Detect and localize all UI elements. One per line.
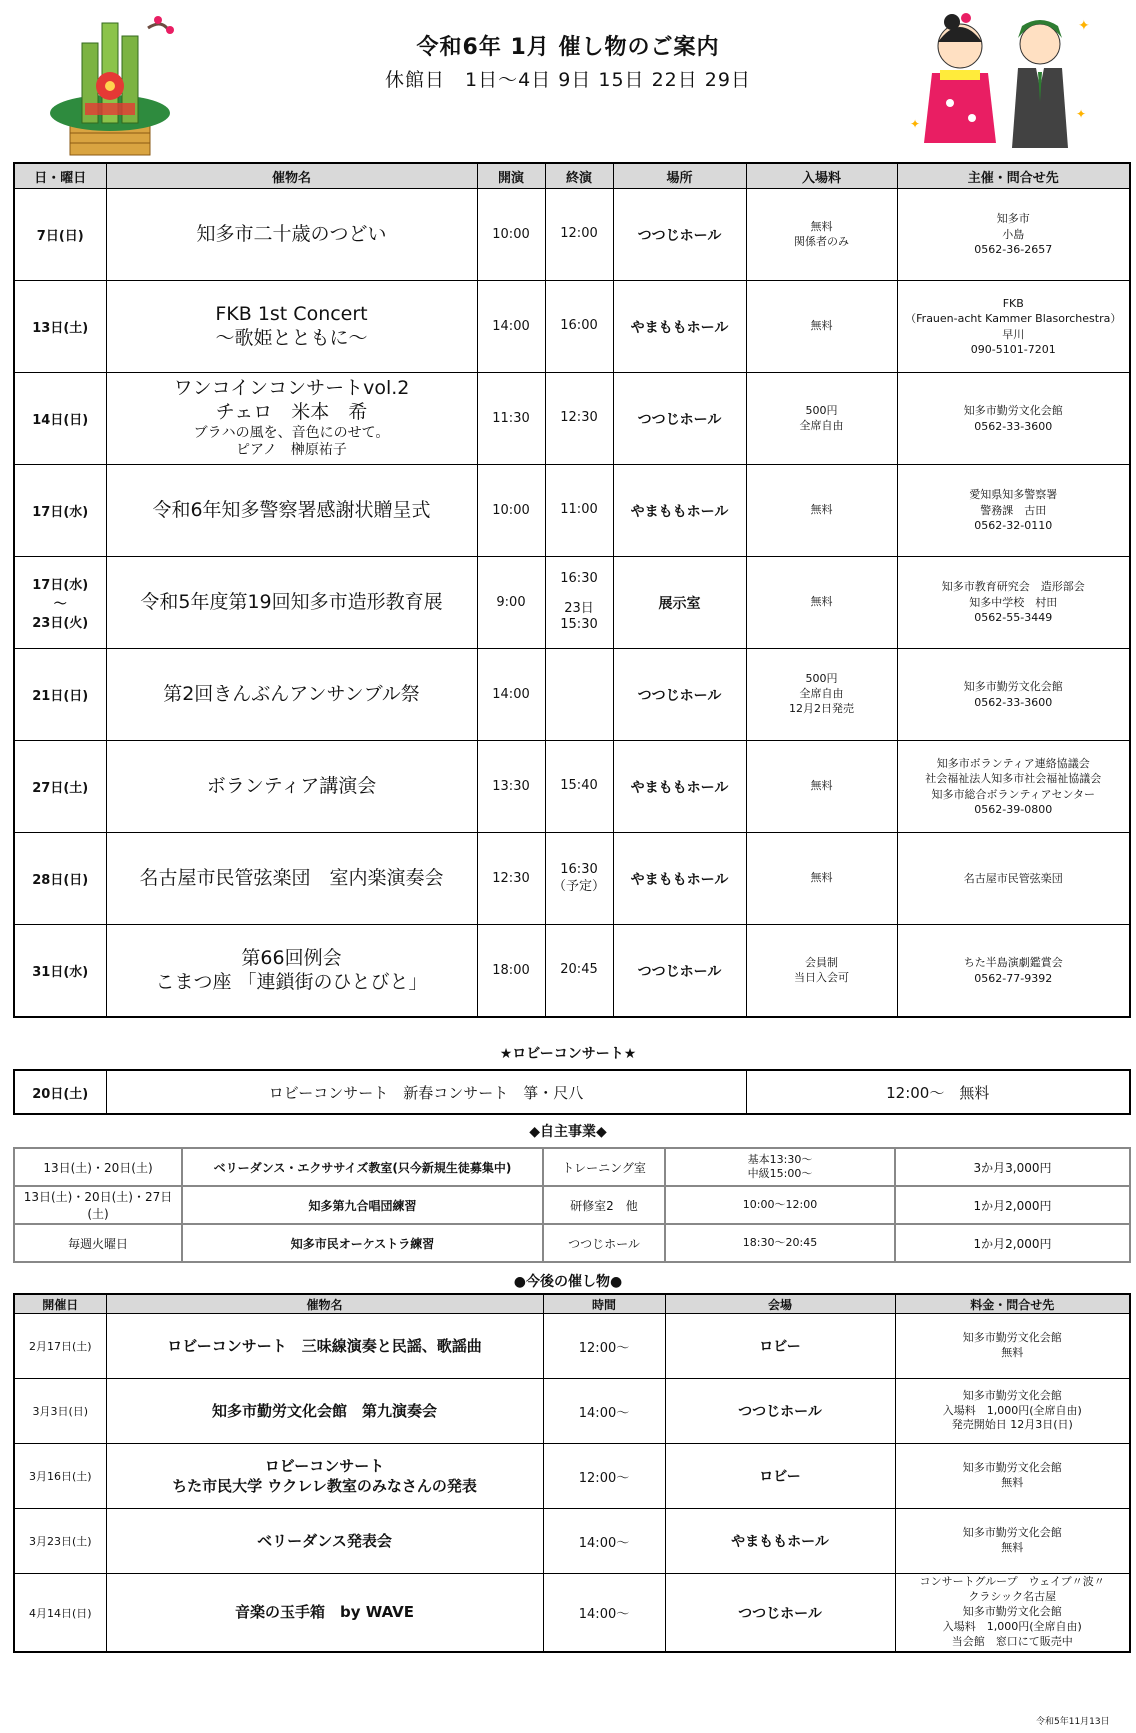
event-organizer-line: 知多市ボランティア連絡協議会 — [936, 756, 1090, 770]
event-organizer-line: 早川 — [1002, 327, 1025, 341]
upcoming-venue: やまももホール — [665, 1509, 895, 1574]
january-events-table — [13, 162, 1131, 1018]
event-start-time: 9:00 — [477, 557, 545, 649]
program-time — [665, 1186, 895, 1224]
event-end-time — [545, 833, 613, 925]
event-venue: つつじホール — [613, 925, 746, 1018]
event-title — [106, 833, 477, 925]
event-fee-line: 全席自由 — [799, 418, 844, 432]
upcoming-fee-contact-line: 当会館 窓口にて販売中 — [951, 1634, 1073, 1648]
event-fee — [746, 465, 897, 557]
program-fee: 3か月3,000円 — [895, 1148, 1130, 1186]
issue-date: 令和5年11月13日 — [1036, 1717, 1110, 1727]
table-row — [14, 925, 1130, 1018]
program-time-line: 18:30〜20:45 — [742, 1236, 818, 1250]
table-row — [14, 833, 1130, 925]
event-end-time — [545, 925, 613, 1018]
upcoming-title — [106, 1574, 543, 1653]
event-fee-line: 無料 — [810, 319, 833, 333]
event-date-line: 13日(土) — [32, 321, 89, 336]
upcoming-fee-contact — [895, 1444, 1130, 1509]
event-end-time — [545, 557, 613, 649]
event-organizer-line: 0562-55-3449 — [974, 611, 1053, 625]
event-fee-line: 当日入会可 — [794, 970, 849, 984]
event-title-line: 第66回例会 — [241, 946, 342, 969]
event-fee-line: 12月2日発売 — [789, 701, 854, 715]
table-row — [14, 1070, 1130, 1114]
event-title — [106, 557, 477, 649]
upcoming-title-line: ちた市民大学 ウクレレ教室のみなさんの発表 — [172, 1477, 477, 1495]
upcoming-fee-contact-line: 知多市勤労文化会館 — [962, 1526, 1062, 1540]
event-organizer-line: 0562-77-9392 — [974, 971, 1053, 985]
upcoming-fee-contact-line: コンサートグループ ウェイブ〃波〃 — [919, 1575, 1105, 1589]
program-title: 知多市民オーケストラ練習 — [182, 1224, 543, 1262]
event-date-line: 17日(水) — [32, 578, 89, 593]
event-fee-line: 無料 — [810, 219, 833, 233]
table-row — [14, 741, 1130, 833]
event-venue: つつじホール — [613, 189, 746, 281]
event-venue: やまももホール — [613, 281, 746, 373]
page-title: 令和6年 1月 催し物のご案内 — [416, 35, 720, 60]
col-header-date: 日・曜日 — [14, 163, 106, 189]
program-time-line: 10:00〜12:00 — [742, 1198, 818, 1212]
event-organizer-line: 090-5101-7201 — [970, 342, 1056, 356]
program-fee: 1か月2,000円 — [895, 1224, 1130, 1262]
upcoming-fee-contact-line: 入場料 1,000円(全席自由) — [942, 1619, 1082, 1633]
event-date — [14, 925, 106, 1018]
table-row — [14, 1509, 1130, 1574]
event-subtitle-line: ピアノ 榊原祐子 — [236, 442, 347, 459]
upcoming-fee-contact-line: 無料 — [1001, 1476, 1024, 1489]
lobby-date: 20日(土) — [14, 1070, 106, 1114]
event-organizer — [897, 557, 1130, 649]
upcoming-title — [106, 1444, 543, 1509]
event-title-line: FKB 1st Concert — [215, 302, 368, 325]
event-venue: 展示室 — [613, 557, 746, 649]
event-organizer-line: 0562-36-2657 — [974, 243, 1053, 257]
table-row — [14, 373, 1130, 465]
event-organizer — [897, 189, 1130, 281]
upcoming-title — [106, 1509, 543, 1574]
event-subtitle-line: ブラハの風を、音色にのせて。 — [193, 424, 390, 441]
program-date: 毎週火曜日 — [14, 1224, 182, 1262]
event-organizer-line: 社会福祉法人知多市社会福祉協議会 — [925, 772, 1102, 786]
upcoming-title — [106, 1379, 543, 1444]
col-header-date: 開催日 — [14, 1294, 106, 1314]
event-organizer-line: 知多市総合ボランティアセンター — [931, 787, 1096, 801]
upcoming-title-line: ベリーダンス発表会 — [257, 1531, 392, 1550]
event-title-line: ボランティア講演会 — [206, 774, 377, 797]
event-date — [14, 649, 106, 741]
table-row — [14, 557, 1130, 649]
upcoming-fee-contact-line: 知多市勤労文化会館 — [962, 1388, 1062, 1402]
event-date — [14, 833, 106, 925]
event-end-time-line: 15:30 — [560, 617, 598, 633]
upcoming-date: 4月14日(日) — [14, 1574, 106, 1653]
upcoming-date: 3月23日(土) — [14, 1509, 106, 1574]
event-organizer — [897, 649, 1130, 741]
event-organizer-line: FKB — [1002, 296, 1024, 310]
svg-text:✦: ✦ — [1078, 18, 1090, 34]
event-fee-line: 無料 — [810, 503, 833, 517]
event-organizer-line: 0562-33-3600 — [974, 695, 1053, 709]
col-header-title: 催物名 — [106, 163, 477, 189]
upcoming-title-line: 音楽の玉手箱 by WAVE — [234, 1603, 415, 1622]
event-end-time — [545, 649, 613, 741]
event-title-line: 名古屋市民管弦楽団 室内楽演奏会 — [139, 866, 444, 889]
upcoming-time: 12:00〜 — [543, 1444, 665, 1509]
upcoming-venue: ロビー — [665, 1444, 895, 1509]
upcoming-fee-contact-line: クラシック名古屋 — [968, 1590, 1057, 1604]
event-date — [14, 741, 106, 833]
event-fee-line: 500円 — [805, 672, 838, 686]
table-row — [14, 1224, 1130, 1262]
event-end-time — [545, 373, 613, 465]
col-header-start: 開演 — [477, 163, 545, 189]
table-row — [14, 1574, 1130, 1653]
event-organizer-line: 小島 — [1002, 227, 1025, 241]
event-end-time-line: 12:00 — [560, 226, 598, 242]
event-start-time: 14:00 — [477, 649, 545, 741]
event-end-time-line: 16:30 — [560, 861, 598, 877]
event-end-time — [545, 281, 613, 373]
event-start-time: 10:00 — [477, 189, 545, 281]
program-time-line: 基本13:30〜 — [747, 1153, 813, 1167]
table-row — [14, 1148, 1130, 1186]
event-organizer-line: （Frauen-acht Kammer Blasorchestra） — [905, 312, 1122, 326]
event-title-line: 令和5年度第19回知多市造形教育展 — [140, 590, 443, 613]
upcoming-venue: つつじホール — [665, 1379, 895, 1444]
table-row — [14, 281, 1130, 373]
event-organizer-line: 知多市 — [996, 212, 1030, 226]
event-title — [106, 189, 477, 281]
event-fee — [746, 281, 897, 373]
event-fee-line: 500円 — [805, 403, 838, 417]
event-venue: やまももホール — [613, 741, 746, 833]
event-date — [14, 281, 106, 373]
event-organizer-line: 知多中学校 村田 — [969, 595, 1058, 609]
upcoming-fee-contact-line: 知多市勤労文化会館 — [962, 1331, 1062, 1345]
col-header-place: 場所 — [613, 163, 746, 189]
event-title-line: チェロ 米本 希 — [215, 401, 368, 423]
event-date-line: 〜 — [53, 597, 67, 612]
jishu-section-title: ◆自主事業◆ — [529, 1124, 607, 1140]
event-end-time — [545, 189, 613, 281]
program-title: 知多第九合唱団練習 — [182, 1186, 543, 1224]
event-start-time: 13:30 — [477, 741, 545, 833]
event-date-line: 28日(日) — [32, 873, 89, 888]
event-organizer-line: 0562-39-0800 — [974, 802, 1053, 816]
event-title — [106, 373, 477, 465]
upcoming-time: 12:00〜 — [543, 1314, 665, 1379]
event-start-time: 10:00 — [477, 465, 545, 557]
event-organizer — [897, 465, 1130, 557]
future-section-title: ●今後の催し物● — [513, 1274, 623, 1290]
event-organizer-line: ちた半島演劇鑑賞会 — [963, 956, 1063, 970]
table-row — [14, 1444, 1130, 1509]
event-venue: やまももホール — [613, 833, 746, 925]
upcoming-fee-contact-line: 無料 — [1001, 1346, 1024, 1359]
event-organizer-line: 0562-33-3600 — [974, 419, 1053, 433]
lobby-section-title: ★ロビーコンサート★ — [499, 1046, 637, 1062]
event-title — [106, 649, 477, 741]
event-date — [14, 189, 106, 281]
upcoming-fee-contact-line: 発売開始日 12月3日(日) — [951, 1418, 1073, 1432]
table-row — [14, 189, 1130, 281]
event-fee-line: 無料 — [810, 871, 833, 885]
upcoming-fee-contact-line: 入場料 1,000円(全席自由) — [942, 1403, 1082, 1417]
event-end-time-line: 16:30 — [560, 570, 598, 586]
event-fee — [746, 189, 897, 281]
table-row — [14, 649, 1130, 741]
event-organizer-line: 名古屋市民管弦楽団 — [963, 871, 1063, 885]
upcoming-venue: ロビー — [665, 1314, 895, 1379]
upcoming-events-table — [13, 1293, 1131, 1653]
event-title-line: こまつ座 「連鎖街のひとびと」 — [155, 970, 428, 993]
event-fee — [746, 373, 897, 465]
upcoming-time: 14:00〜 — [543, 1574, 665, 1653]
event-date-line: 31日(水) — [32, 965, 89, 980]
upcoming-time: 14:00〜 — [543, 1379, 665, 1444]
event-fee-line: 会員制 — [805, 955, 838, 969]
event-date-line: 17日(水) — [32, 505, 89, 520]
event-organizer-line: 0562-32-0110 — [974, 519, 1053, 533]
table-header-row — [14, 1294, 1130, 1314]
event-start-time: 12:30 — [477, 833, 545, 925]
table-row — [14, 1186, 1130, 1224]
upcoming-fee-contact-line: 知多市勤労文化会館 — [962, 1605, 1062, 1619]
event-venue: やまももホール — [613, 465, 746, 557]
event-fee — [746, 833, 897, 925]
program-room: つつじホール — [543, 1224, 665, 1262]
event-venue: つつじホール — [613, 649, 746, 741]
event-organizer-line: 知多市勤労文化会館 — [963, 680, 1063, 694]
closed-days: 休館日 1日〜4日 9日 15日 22日 29日 — [385, 69, 751, 91]
upcoming-venue: つつじホール — [665, 1574, 895, 1653]
event-organizer — [897, 281, 1130, 373]
event-date-line: 7日(日) — [36, 229, 84, 244]
table-row — [14, 1314, 1130, 1379]
event-organizer-line: 知多市教育研究会 造形部会 — [941, 580, 1085, 594]
upcoming-title — [106, 1314, 543, 1379]
own-programs-table — [13, 1147, 1131, 1263]
event-fee — [746, 649, 897, 741]
program-room: トレーニング室 — [543, 1148, 665, 1186]
event-date-line: 27日(土) — [32, 781, 89, 796]
col-header-fee-contact: 料金・問合せ先 — [895, 1294, 1130, 1314]
col-header-end: 終演 — [545, 163, 613, 189]
event-date-line: 21日(日) — [32, 689, 89, 704]
upcoming-fee-contact — [895, 1509, 1130, 1574]
table-row — [14, 465, 1130, 557]
event-fee — [746, 557, 897, 649]
event-fee-line: 関係者のみ — [794, 234, 849, 248]
table-row — [14, 1379, 1130, 1444]
program-time-line: 中級15:00〜 — [747, 1167, 813, 1180]
event-title — [106, 281, 477, 373]
event-end-time-line — [548, 588, 611, 601]
lobby-info: 12:00〜 無料 — [746, 1070, 1130, 1114]
upcoming-date: 3月3日(日) — [14, 1379, 106, 1444]
event-fee — [746, 741, 897, 833]
upcoming-date: 3月16日(土) — [14, 1444, 106, 1509]
event-end-time-line: 15:40 — [560, 778, 598, 794]
event-date-line: 23日(火) — [32, 616, 89, 631]
program-room: 研修室2 他 — [543, 1186, 665, 1224]
event-date — [14, 557, 106, 649]
lobby-concert-table — [13, 1069, 1131, 1115]
event-title — [106, 741, 477, 833]
event-fee-line: 無料 — [810, 595, 833, 609]
program-time — [665, 1224, 895, 1262]
event-title — [106, 925, 477, 1018]
upcoming-time: 14:00〜 — [543, 1509, 665, 1574]
event-title-line: 令和6年知多警察署感謝状贈呈式 — [152, 498, 431, 521]
event-organizer — [897, 925, 1130, 1018]
col-header-venue: 会場 — [665, 1294, 895, 1314]
lobby-title: ロビーコンサート 新春コンサート 箏・尺八 — [106, 1070, 746, 1114]
col-header-organizer: 主催・問合せ先 — [897, 163, 1130, 189]
event-start-time: 18:00 — [477, 925, 545, 1018]
event-end-time-line: 20:45 — [560, 962, 598, 978]
upcoming-fee-contact — [895, 1574, 1130, 1653]
event-end-time-line: 16:00 — [560, 318, 598, 334]
svg-text:✦: ✦ — [910, 117, 921, 131]
upcoming-fee-contact-line: 知多市勤労文化会館 — [962, 1461, 1062, 1475]
program-fee: 1か月2,000円 — [895, 1186, 1130, 1224]
event-end-time-line: 11:00 — [560, 502, 598, 518]
event-start-time: 14:00 — [477, 281, 545, 373]
event-title-line: 〜歌姫とともに〜 — [215, 326, 368, 349]
program-date: 13日(土)・20日(土)・27日(土) — [14, 1186, 182, 1224]
event-organizer — [897, 741, 1130, 833]
event-organizer — [897, 833, 1130, 925]
program-title: ベリーダンス・エクササイズ教室(只今新規生徒募集中) — [182, 1148, 543, 1186]
upcoming-date: 2月17日(土) — [14, 1314, 106, 1379]
event-date-line: 14日(日) — [32, 413, 89, 428]
event-date — [14, 373, 106, 465]
col-header-fee: 入場料 — [746, 163, 897, 189]
event-fee — [746, 925, 897, 1018]
event-organizer-line: 知多市勤労文化会館 — [963, 404, 1063, 418]
program-date: 13日(土)・20日(土) — [14, 1148, 182, 1186]
upcoming-fee-contact — [895, 1379, 1130, 1444]
upcoming-fee-contact-line: 無料 — [1001, 1541, 1024, 1554]
table-header-row — [14, 163, 1130, 189]
event-end-time-line: 12:30 — [560, 410, 598, 426]
upcoming-title-line: ロビーコンサート — [264, 1456, 385, 1475]
upcoming-title-line: 知多市勤労文化会館 第九演奏会 — [211, 1401, 437, 1420]
event-venue: つつじホール — [613, 373, 746, 465]
event-start-time: 11:30 — [477, 373, 545, 465]
event-organizer-line: 愛知県知多警察署 — [969, 488, 1058, 502]
upcoming-title-line: ロビーコンサート 三味線演奏と民謡、歌謡曲 — [167, 1336, 482, 1355]
svg-text:✦: ✦ — [1076, 107, 1087, 121]
event-title-line: ワンコインコンサートvol.2 — [173, 377, 410, 400]
upcoming-fee-contact — [895, 1314, 1130, 1379]
event-fee-line: 全席自由 — [799, 687, 844, 701]
event-end-time — [545, 465, 613, 557]
event-end-time — [545, 741, 613, 833]
event-organizer-line: 警務課 古田 — [980, 503, 1047, 517]
page-header — [0, 30, 1136, 92]
col-header-title: 催物名 — [106, 1294, 543, 1314]
event-date — [14, 465, 106, 557]
event-title-line: 知多市二十歳のつどい — [196, 222, 387, 245]
col-header-time: 時間 — [543, 1294, 665, 1314]
event-end-time-line: （予定） — [552, 878, 605, 894]
event-fee-line: 無料 — [810, 779, 833, 793]
event-end-time-line: 23日 — [564, 600, 594, 616]
event-organizer — [897, 373, 1130, 465]
event-title-line: 第2回きんぶんアンサンブル祭 — [163, 682, 420, 705]
program-time — [665, 1148, 895, 1186]
event-title — [106, 465, 477, 557]
